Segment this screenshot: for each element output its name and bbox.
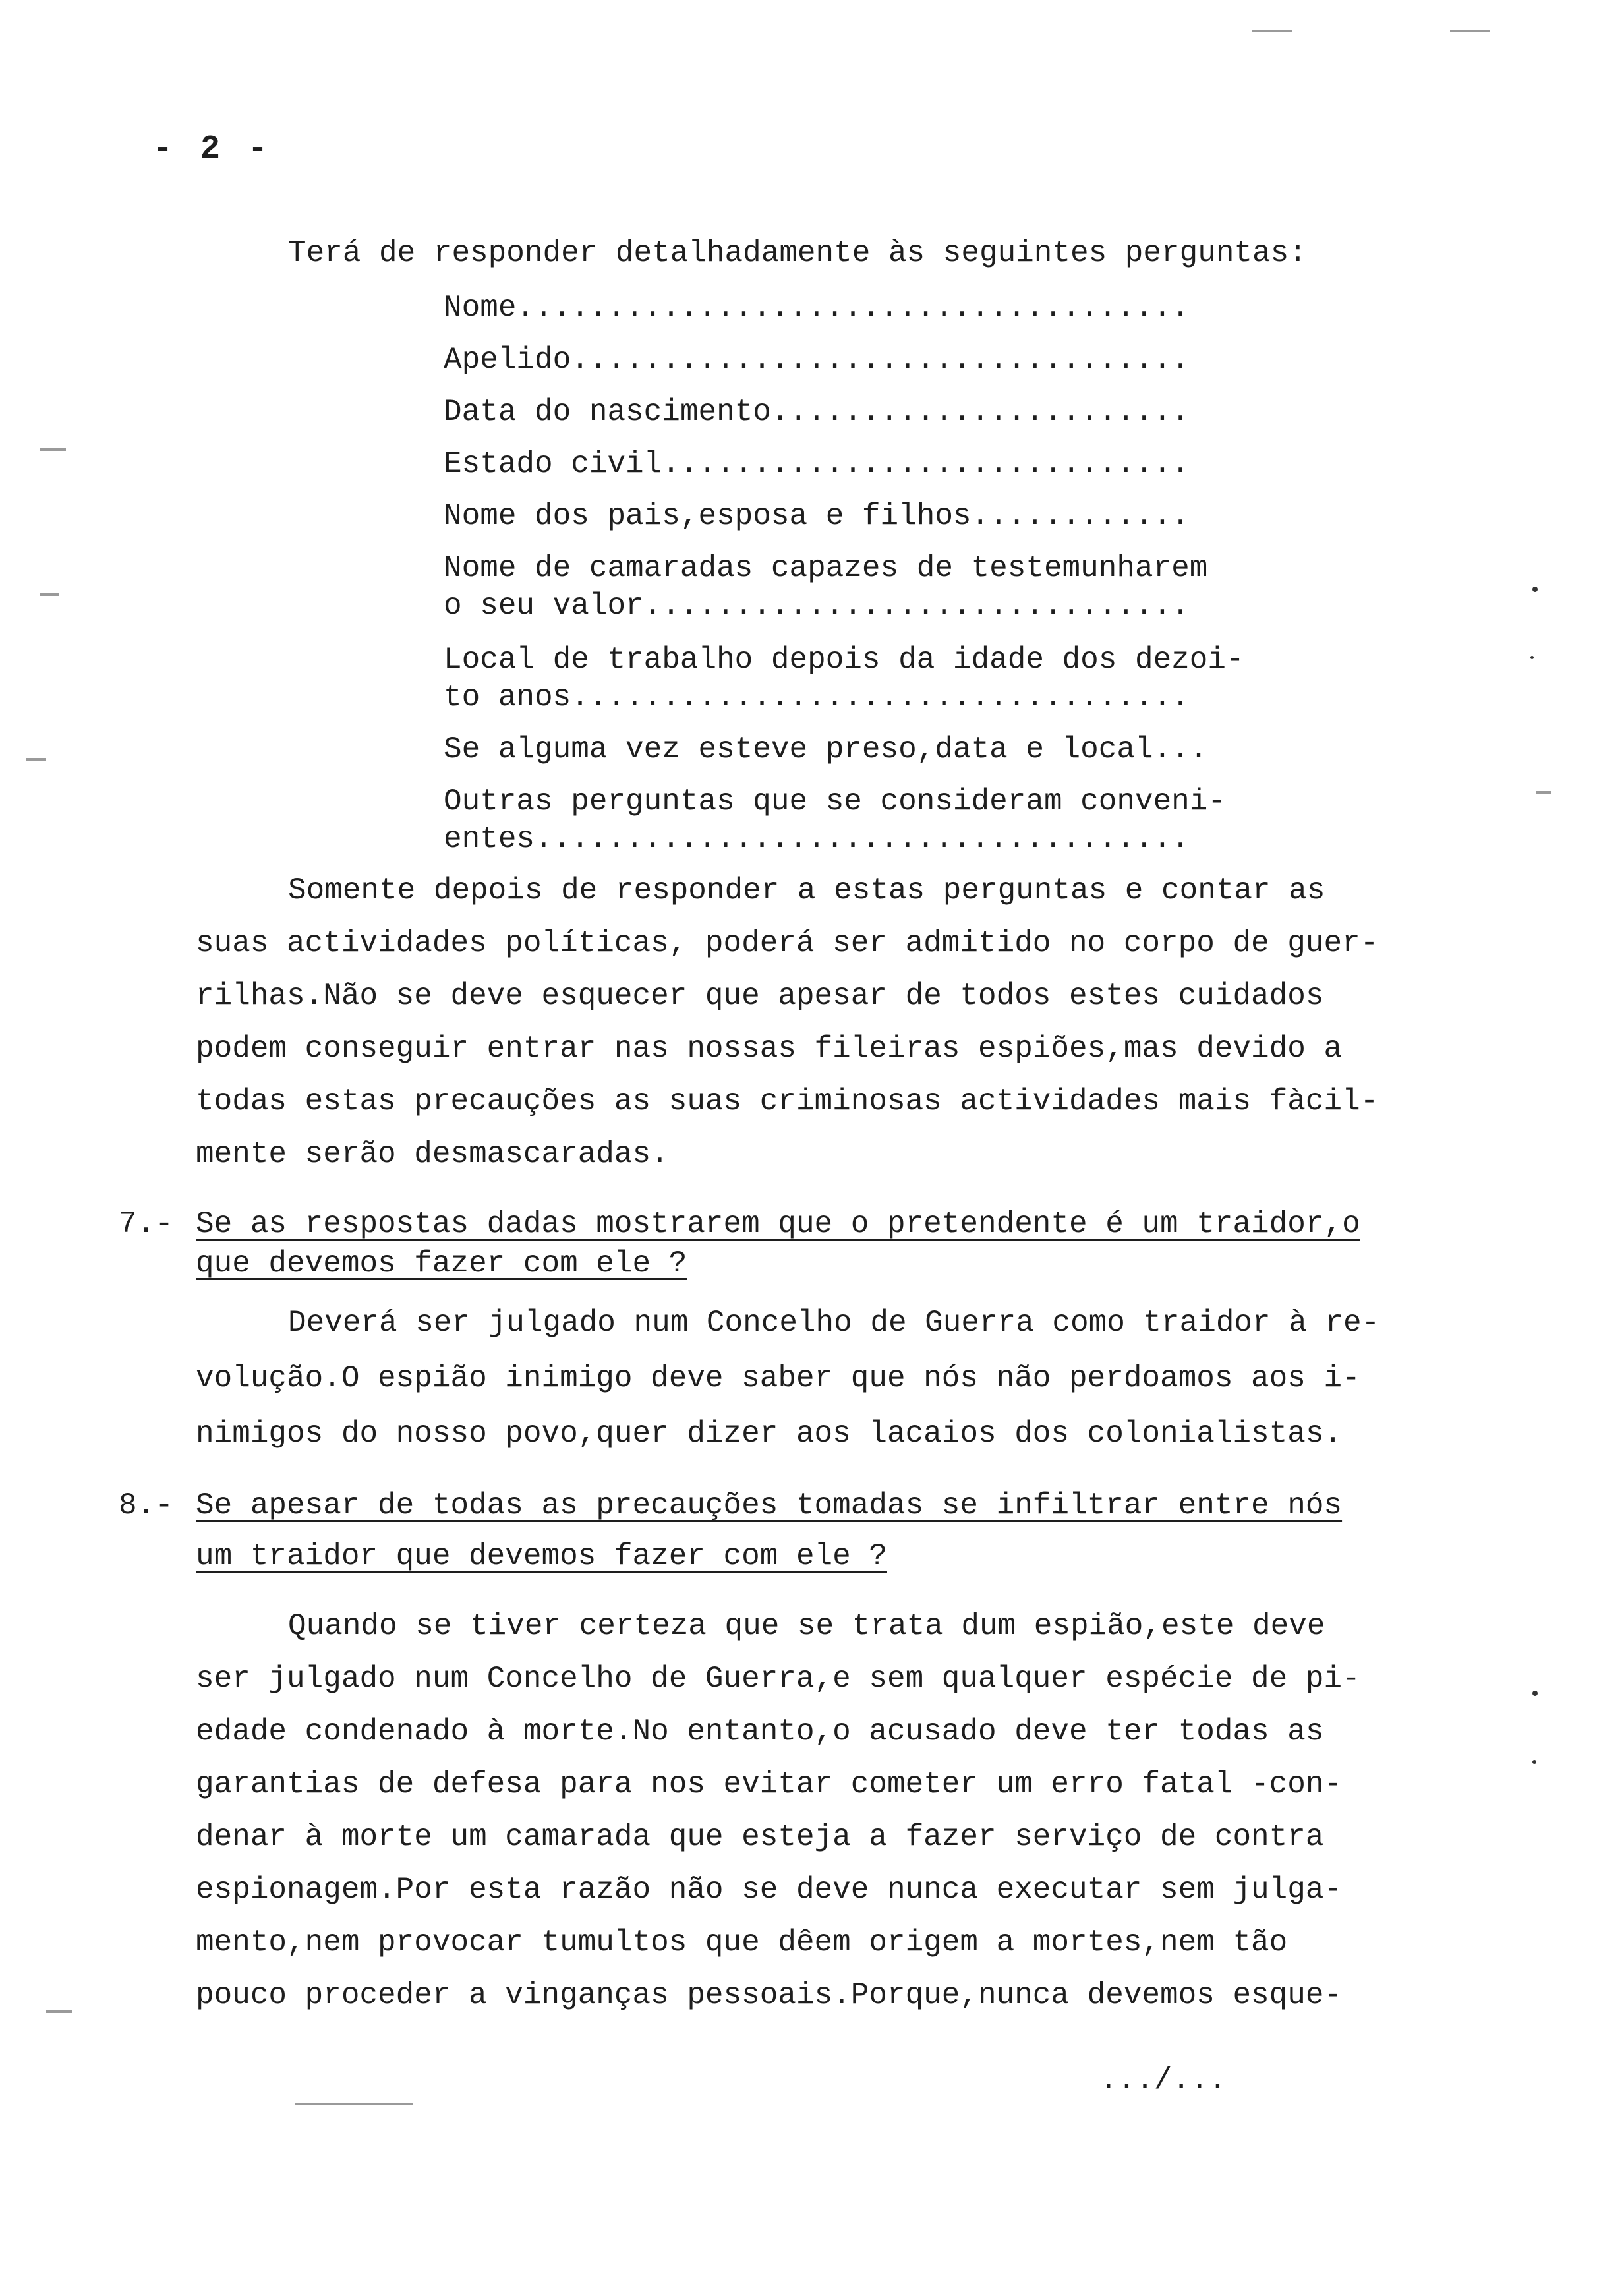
scan-speck	[1532, 1691, 1538, 1696]
field-nome: Nome.....................................	[444, 291, 1190, 325]
answer7-line: nimigos do nosso povo,quer dizer aos lacaios dos colonialistas.	[196, 1416, 1343, 1451]
scan-mark	[40, 448, 66, 451]
paragraph1-line: podem conseguir entrar nas nossas fileiras espiões,mas devido a	[196, 1032, 1343, 1066]
answer8-line: garantias de defesa para nos evitar cometer um erro fatal -con-	[196, 1767, 1343, 1801]
field-preso: Se alguma vez esteve preso,data e local...	[444, 732, 1208, 767]
page-number: - 2 -	[153, 131, 272, 168]
field-local-trabalho-l2: to anos..................................	[444, 680, 1190, 715]
answer8-line: pouco proceder a vinganças pessoais.Porque,nunca devemos esque-	[196, 1978, 1343, 2012]
scan-mark	[40, 593, 59, 596]
field-camaradas-l1: Nome de camaradas capazes de testemunharem	[444, 551, 1208, 585]
answer8-line: espionagem.Por esta razão não se deve nunca executar sem julga-	[196, 1873, 1343, 1907]
intro-line: Terá de responder detalhadamente às seguintes perguntas:	[288, 236, 1307, 270]
paragraph1-line: Somente depois de responder a estas perguntas e contar as	[288, 873, 1325, 908]
field-estado-civil: Estado civil.............................	[444, 447, 1190, 481]
field-data-nascimento: Data do nascimento.......................	[444, 395, 1190, 429]
answer8-line: denar à morte um camarada que esteja a fazer serviço de contra	[196, 1820, 1324, 1854]
field-camaradas-l2: o seu valor..............................	[444, 589, 1190, 623]
scan-mark	[1252, 30, 1292, 32]
field-outras-l2: entes....................................	[444, 822, 1190, 856]
answer8-line: ser julgado num Concelho de Guerra,e sem qualquer espécie de pi-	[196, 1662, 1360, 1696]
question8-line: Se apesar de todas as precauções tomadas se infiltrar entre nós	[196, 1488, 1343, 1523]
scan-mark	[1536, 791, 1552, 794]
field-apelido: Apelido..................................	[444, 343, 1190, 377]
scan-mark	[46, 2010, 72, 2013]
answer7-line: Deverá ser julgado num Concelho de Guerra como traidor à re-	[288, 1306, 1380, 1340]
question7-number: 7.-	[119, 1207, 173, 1241]
field-local-trabalho-l1: Local de trabalho depois da idade dos dezoi-	[444, 643, 1244, 677]
answer8-line: edade condenado à morte.No entanto,o acusado deve ter todas as	[196, 1714, 1324, 1749]
answer8-line: Quando se tiver certeza que se trata dum espião,este deve	[288, 1609, 1325, 1643]
answer8-line: mento,nem provocar tumultos que dêem origem a mortes,nem tão	[196, 1925, 1288, 1960]
question7-line: que devemos fazer com ele ?	[196, 1246, 687, 1281]
scan-mark	[295, 2103, 413, 2105]
scan-speck	[1532, 1760, 1536, 1764]
scan-mark	[26, 758, 46, 761]
answer7-line: volução.O espião inimigo deve saber que nós não perdoamos aos i-	[196, 1361, 1360, 1395]
question8-number: 8.-	[119, 1488, 173, 1523]
paragraph1-line: rilhas.Não se deve esquecer que apesar de todos estes cuidados	[196, 979, 1324, 1013]
paragraph1-line: todas estas precauções as suas criminosas actividades mais fàcil-	[196, 1084, 1379, 1119]
field-nome-pais: Nome dos pais,esposa e filhos............	[444, 499, 1190, 533]
question7-line: Se as respostas dadas mostrarem que o pretendente é um traidor,o	[196, 1207, 1360, 1241]
field-outras-l1: Outras perguntas que se consideram conveni-	[444, 784, 1226, 819]
scan-speck	[1530, 656, 1534, 659]
question8-line: um traidor que devemos fazer com ele ?	[196, 1539, 887, 1573]
continuation-mark: .../...	[1099, 2063, 1227, 2097]
paragraph1-line: mente serão desmascaradas.	[196, 1137, 669, 1171]
paragraph1-line: suas actividades políticas, poderá ser admitido no corpo de guer-	[196, 926, 1379, 960]
scan-speck	[1532, 587, 1538, 592]
scan-mark	[1450, 30, 1490, 32]
